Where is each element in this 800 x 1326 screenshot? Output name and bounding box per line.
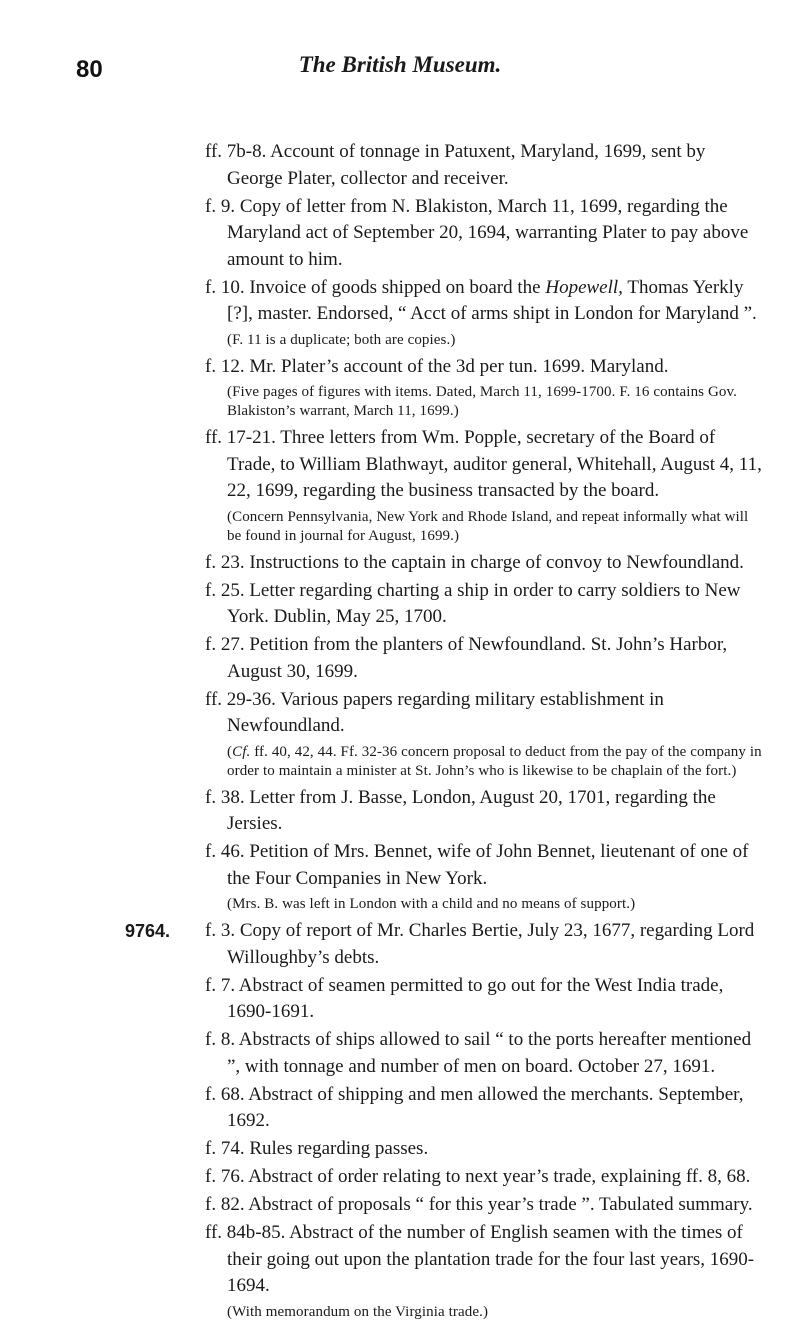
- note: (Concern Pennsylvania, New York and Rhode Island, and repeat informally what will be found in journal for August, 1699.): [227, 508, 749, 544]
- entry: f. 27. Petition from the planters of Newfoundland. St. John’s Harbor, August 30, 1699.: [205, 634, 728, 682]
- entry: f. 3. Copy of report of Mr. Charles Bertie, July 23, 1677, regarding Lord Willoughby’s debts.: [205, 920, 755, 968]
- note-italic: Cf.: [232, 743, 251, 760]
- entry: ff. 29-36. Various papers regarding military establishment in Newfoundland.: [205, 688, 664, 736]
- page-number: 80: [76, 56, 103, 83]
- ship-name: Hopewell,: [545, 276, 623, 298]
- note-text: ff. 40, 42, 44. Ff. 32-36 concern proposal to deduct from the pay of the company in order to maintain a minister at St. John’s who is likewise to be chaplain of the fort.): [227, 743, 762, 779]
- entry: f. 38. Letter from J. Basse, London, August 20, 1701, regarding the Jersies.: [205, 786, 716, 834]
- note: (Mrs. B. was left in London with a child and no means of support.): [227, 896, 636, 912]
- note: (Five pages of figures with items. Dated, March 11, 1699-1700. F. 16 contains Gov. Blakiston’s warrant, March 11, 1699.): [227, 384, 737, 419]
- entry: f. 74. Rules regarding passes.: [205, 1138, 429, 1159]
- entry: [205, 275, 765, 328]
- entry: f. 76. Abstract of order relating to next year’s trade, explaining ff. 8, 68.: [205, 1166, 751, 1187]
- entry: f. 82. Abstract of proposals “ for this year’s trade ”. Tabulated summary.: [205, 1194, 753, 1215]
- note: (F. 11 is a duplicate; both are copies.): [227, 331, 456, 348]
- entry: f. 23. Instructions to the captain in charge of convoy to Newfoundland.: [205, 551, 744, 573]
- entry: f. 8. Abstracts of ships allowed to sail “ to the ports hereafter mentioned ”, with tonnage and number of men on board. October 27, 1691.: [205, 1029, 752, 1077]
- entry-text: Thomas Yerkly [?], master. Endorsed, “ Acct of arms shipt in London for Maryland ”.: [227, 276, 757, 324]
- entry: f. 68. Abstract of shipping and men allowed the merchants. September, 1692.: [205, 1083, 744, 1131]
- entry: f. 7. Abstract of seamen permitted to go out for the West India trade, 1690-1691.: [205, 974, 724, 1022]
- entry: ff. 17-21. Three letters from Wm. Popple, secretary of the Board of Trade, to William Blathwayt, auditor general, Whitehall, August 4, 11, 22, 1699, regarding the business transacted by the board.: [205, 427, 762, 501]
- entry: f. 25. Letter regarding charting a ship in order to carry soldiers to New York. Dublin, May 25, 1700.: [205, 579, 741, 627]
- entry: ff. 84b-85. Abstract of the number of English seamen with the times of their going out upon the plantation trade for the four last years, 1690-1694.: [205, 1222, 755, 1296]
- note: (Cf. ff. 40, 42, 44. Ff. 32-36 concern proposal to deduct from the pay of the company in order to maintain a minister at St. John’s who is likewise to be chaplain of the fort.): [227, 743, 762, 779]
- catalog-section: [125, 918, 765, 1322]
- entry-text: f. 10. Invoice of goods shipped on board the: [205, 276, 546, 298]
- running-title: The British Museum.: [298, 52, 502, 77]
- note: (With memorandum on the Virginia trade.): [227, 1303, 489, 1320]
- entry: f. 12. Mr. Plater’s account of the 3d per tun. 1699. Maryland.: [205, 355, 669, 377]
- entry: f. 46. Petition of Mrs. Bennet, wife of John Bennet, lieutenant of one of the Four Companies in New York.: [205, 841, 749, 889]
- page-body: [125, 139, 765, 1326]
- entry: ff. 7b-8. Account of tonnage in Patuxent, Maryland, 1699, sent by George Plater, collector and receiver.: [205, 141, 706, 189]
- entry: f. 9. Copy of letter from N. Blakiston, March 11, 1699, regarding the Maryland act of September 20, 1694, warranting Plater to pay above amount to him.: [205, 195, 749, 270]
- catalog-number: 9764.: [125, 921, 171, 941]
